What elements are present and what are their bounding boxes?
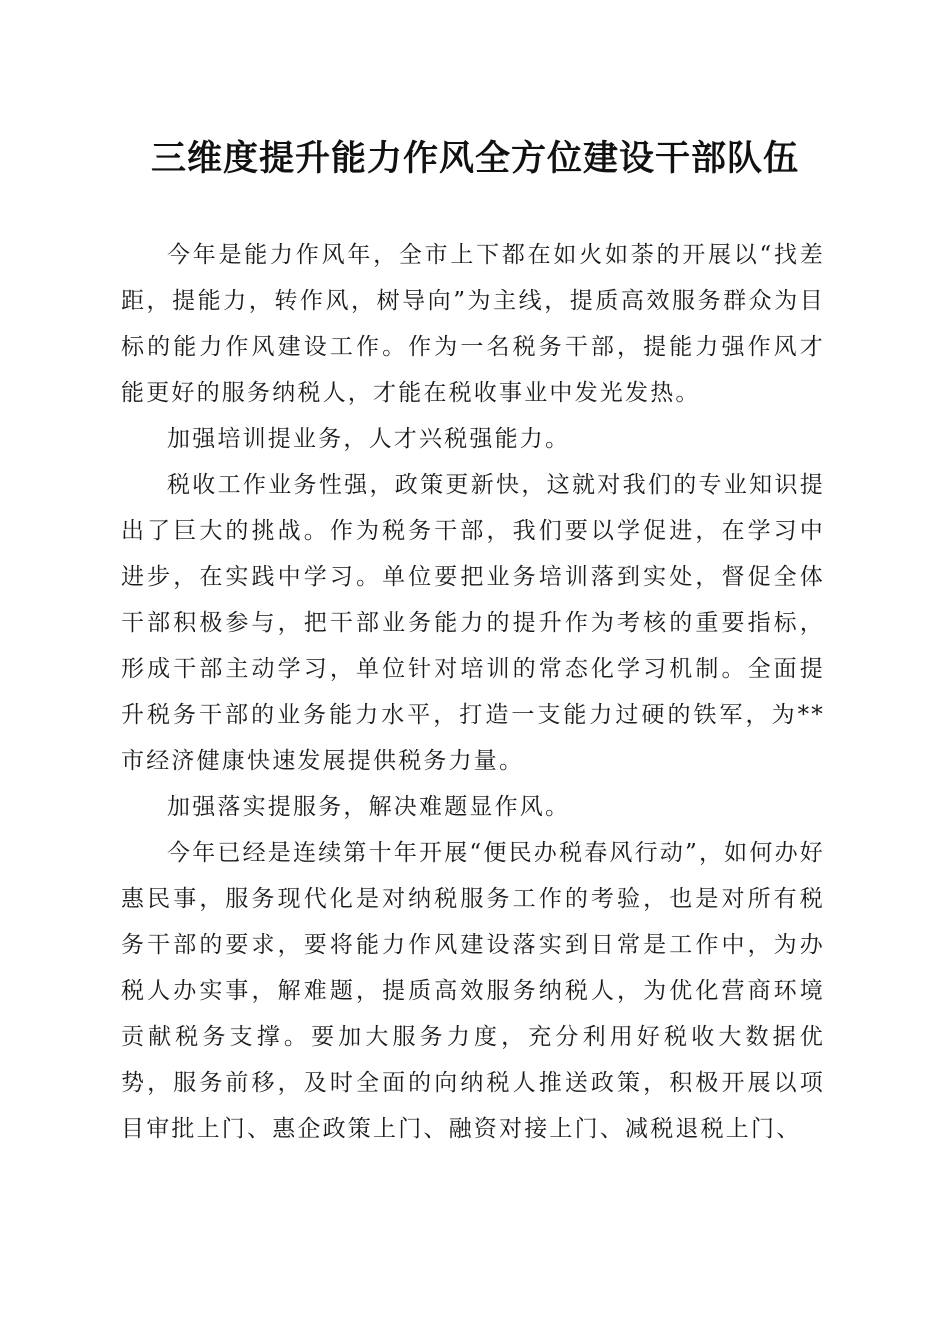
paragraph-intro: 今年是能力作风年，全市上下都在如火如荼的开展以“找差距，提能力，转作风，树导向”为主线，提质高效服务群众为目标的能力作风建设工作。作为一名税务干部，提能力强作风才能更好的服务纳税人，才能在税收事业中发光发热。 <box>121 242 825 406</box>
paragraph-training: 税收工作业务性强，政策更新快，这就对我们的专业知识提出了巨大的挑战。作为税务干部，我们要以学促进，在学习中进步，在实践中学习。单位要把业务培训落到实处，督促全体干部积极参与，把干部业务能力的提升作为考核的重要指标，形成干部主动学习，单位针对培训的常态化学习机制。全面提升税务干部的业务能力水平，打造一支能力过硬的铁军，为**市经济健康快速发展提供税务力量。 <box>121 472 825 774</box>
paragraph-service: 今年已经是连续第十年开展“便民办税春风行动”，如何办好惠民事，服务现代化是对纳税服务工作的考验，也是对所有税务干部的要求，要将能力作风建设落实到日常是工作中，为办税人办实事，解难题，提质高效服务纳税人，为优化营商环境贡献税务支撑。要加大服务力度，充分利用好税收大数据优势，服务前移，及时全面的向纳税人推送政策，积极开展以项目审批上门、惠企政策上门、融资对接上门、减税退税上门、 <box>121 840 825 1142</box>
paragraph-heading-training: 加强培训提业务，人才兴税强能力。 <box>167 426 571 452</box>
document-body <box>121 232 825 1152</box>
paragraph-heading-service: 加强落实提服务，解决难题显作风。 <box>167 794 571 820</box>
document-title: 三维度提升能力作风全方位建设干部队伍 <box>150 138 799 179</box>
